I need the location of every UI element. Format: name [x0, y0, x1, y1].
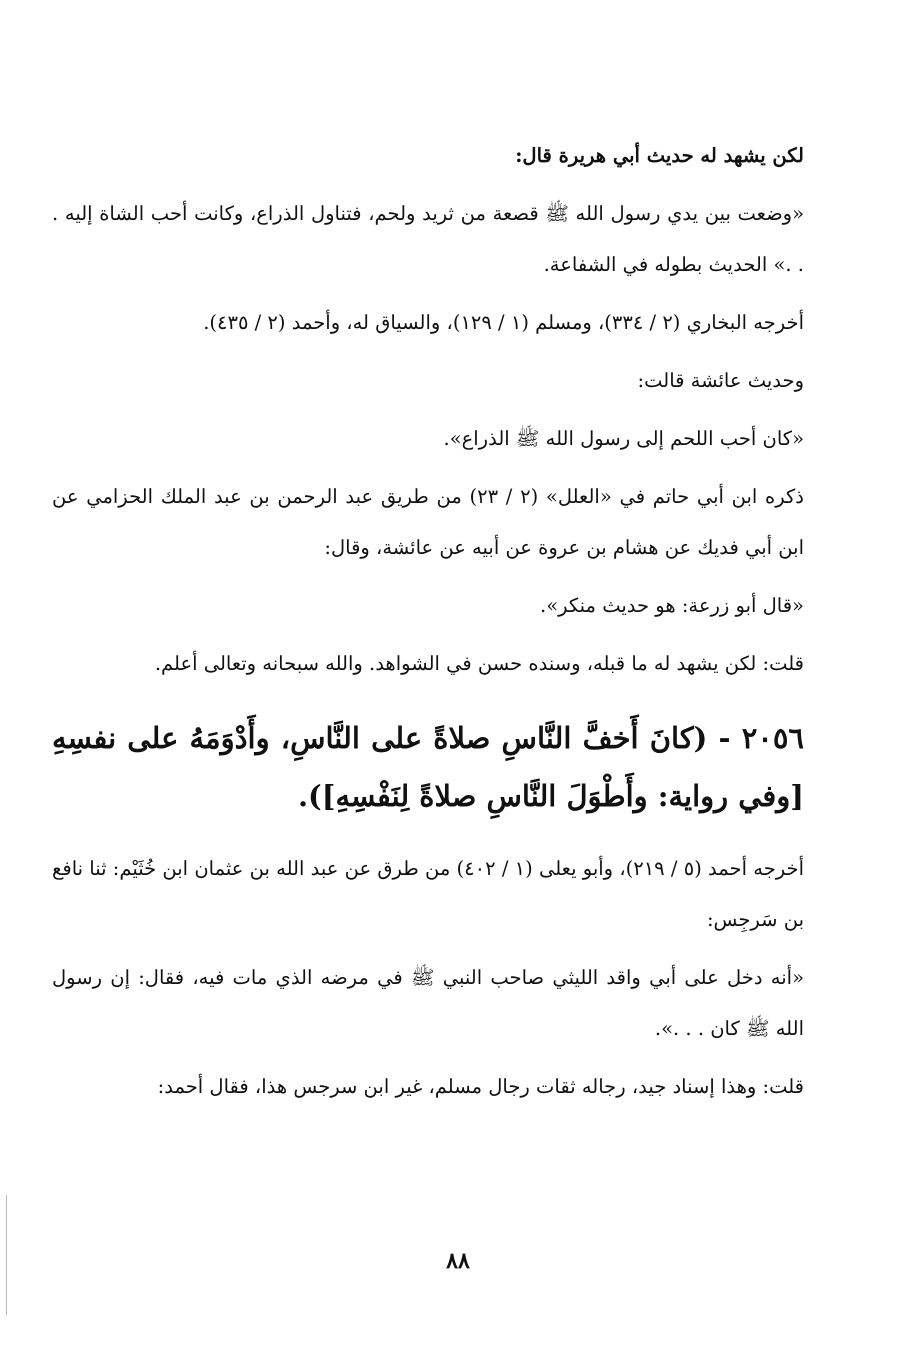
paragraph-conclusion: قلت: لكن يشهد له ما قبله، وسنده حسن في الشواهد. والله سبحانه وتعالى أعلم. [154, 652, 804, 675]
paragraph-abu-zura-quote: «قال أبو زرعة: هو حديث منكر». [540, 594, 804, 617]
paragraph-aisha-intro: وحديث عائشة قالت: [637, 369, 804, 392]
page-number: ٨٨ [446, 1248, 470, 1274]
paragraph-quote-abu-hurayra: «وضعت بين يدي رسول الله ﷺ قصعة من ثريد ولحم، فتناول الذراع، وكانت أحب الشاة إليه . . .» الحديث بطوله في الشفاعة. [52, 202, 804, 276]
paragraph-witness-intro: لكن يشهد له حديث أبي هريرة قال: [515, 144, 804, 167]
paragraph-takhrij-ahmad: أخرجه أحمد (٥ / ٢١٩)، وأبو يعلى (١ / ٤٠٢) من طرق عن عبد الله بن عثمان ابن خُثَيْم: ثنا نافع بن سَرجِس: [52, 857, 805, 931]
scan-margin-line [6, 1195, 7, 1315]
paragraph-quote-aisha: «كان أحب اللحم إلى رسول الله ﷺ الذراع». [443, 427, 804, 450]
paragraph-quote-abu-waqid: «أنه دخل على أبي واقد الليثي صاحب النبي ﷺ في مرضه الذي مات فيه، فقال: إن رسول الله ﷺ كان . . .». [52, 966, 804, 1040]
paragraph-ilal-reference: ذكره ابن أبي حاتم في «العلل» (٢ / ٢٣) من طريق عبد الرحمن بن عبد الملك الحزامي عن ابن أبي فديك عن هشام بن عروة عن أبيه عن عائشة، وقال: [52, 485, 804, 559]
paragraph-takhrij-bukhari: أخرجه البخاري (٢ / ٣٣٤)، ومسلم (١ / ١٢٩)، والسياق له، وأحمد (٢ / ٤٣٥). [203, 311, 804, 334]
hadith-heading-2056: ٢٠٥٦ - (كانَ أَخفَّ النَّاسِ صلاةً على النَّاسِ، وأَدْوَمَهُ على نفسِهِ [وفي رواية: وأَطْوَلَ النَّاسِ صلاةً لِنَفْسِهِ]). [52, 721, 804, 813]
paragraph-isnad-assessment: قلت: وهذا إسناد جيد، رجاله ثقات رجال مسلم، غير ابن سرجس هذا، فقال أحمد: [157, 1075, 804, 1098]
